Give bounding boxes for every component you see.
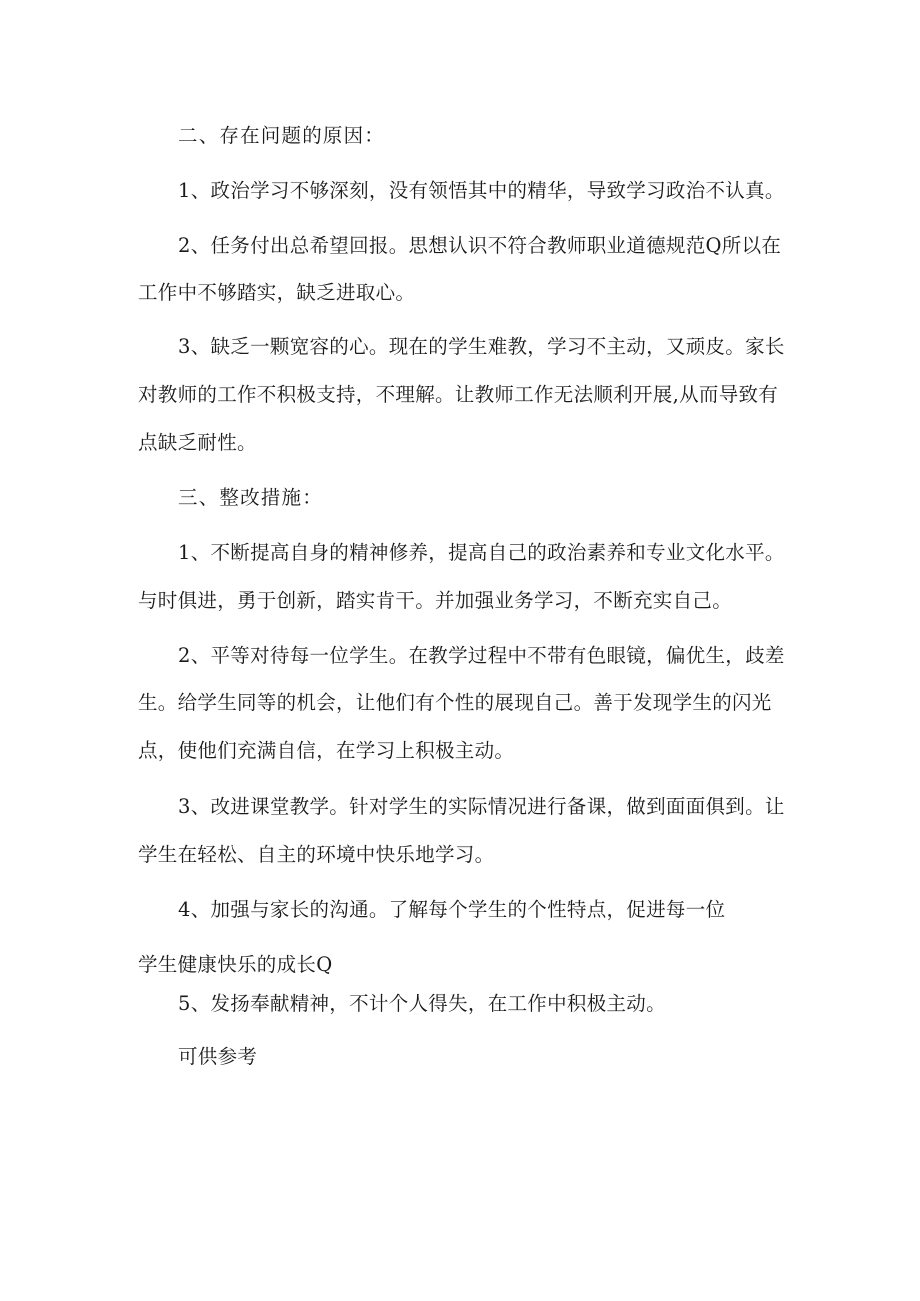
paragraph-measure-3-line-1: 3、改进课堂教学。针对学生的实际情况进行备课，做到面面俱到。让 [178,795,785,818]
paragraph-cause-2-line-2: 工作中不够踏实，缺乏进取心。 [138,281,416,304]
paragraph-cause-1: 1、政治学习不够深刻，没有领悟其中的精华，导致学习政治不认真。 [178,179,785,202]
section-heading-causes: 二、存在问题的原因： [178,124,386,147]
paragraph-measure-2-line-1: 2、平等对待每一位学生。在教学过程中不带有色眼镜，偏优生，歧差 [178,644,785,667]
paragraph-measure-2-line-3: 点，使他们充满自信，在学习上积极主动。 [138,739,515,762]
paragraph-measure-4-line-2: 学生健康快乐的成长Q [138,953,333,976]
paragraph-cause-3-line-3: 点缺乏耐性。 [138,431,257,454]
paragraph-measure-5: 5、发扬奉献精神，不计个人得失，在工作中积极主动。 [178,992,666,1015]
paragraph-cause-3-line-1: 3、缺乏一颗宽容的心。现在的学生难教，学习不主动，又顽皮。家长 [178,335,785,358]
paragraph-measure-1-line-1: 1、不断提高自身的精神修养，提高自己的政治素养和专业文化水平。 [178,541,785,564]
paragraph-measure-2-line-2: 生。给学生同等的机会，让他们有个性的展现自己。善于发现学生的闪光 [138,691,772,714]
footer-note: 可供参考 [178,1045,258,1068]
paragraph-cause-2-line-1: 2、任务付出总希望回报。思想认识不符合教师职业道德规范Q所以在 [178,234,782,257]
paragraph-cause-3-line-2: 对教师的工作不积极支持，不理解。让教师工作无法顺利开展,从而导致有 [138,383,779,406]
paragraph-measure-1-line-2: 与时俱进，勇于创新，踏实肯干。并加强业务学习，不断充实自己。 [138,589,733,612]
paragraph-measure-3-line-2: 学生在轻松、自主的环境中快乐地学习。 [138,843,495,866]
section-heading-measures: 三、整改措施： [178,486,323,509]
paragraph-measure-4-line-1: 4、加强与家长的沟通。了解每个学生的个性特点，促进每一位 [178,898,726,921]
